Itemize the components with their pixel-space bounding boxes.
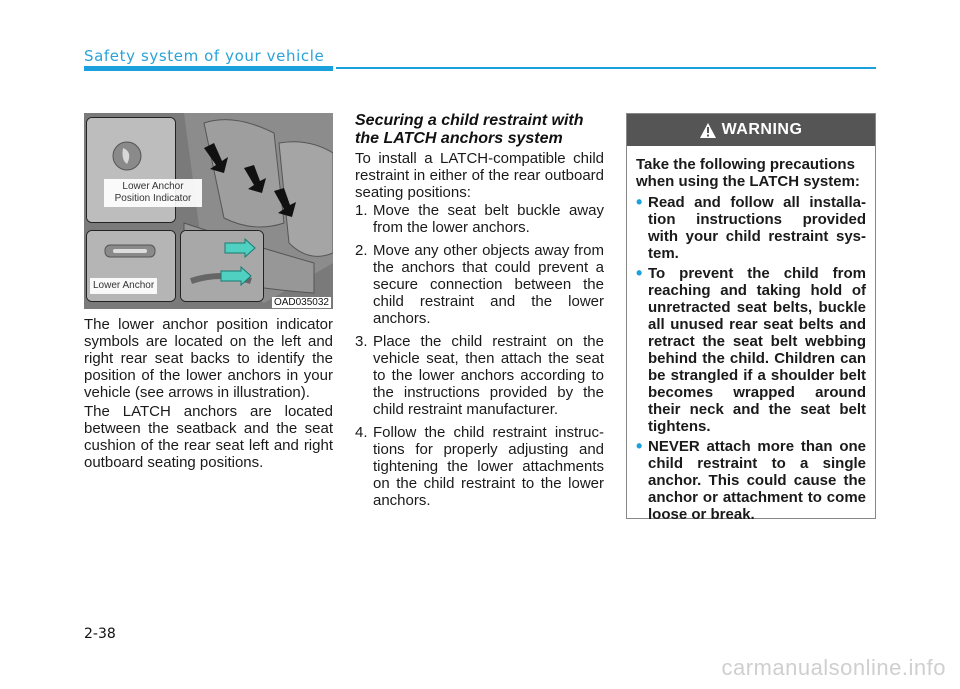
- warning-title: WARNING: [721, 121, 803, 138]
- step-item: 3. Place the child restraint on the vehicle seat, then attach the seat to the lower anchors according to the instructions provided by the child restraint manufacturer.: [355, 333, 604, 418]
- warning-header: [627, 114, 875, 146]
- warning-body: [627, 146, 875, 523]
- step-item: 4. Follow the child restraint instruc-tions for properly adjusting and tightening the lower attachments on the child restraint to the lower anchors.: [355, 424, 604, 509]
- warning-item: • To prevent the child from reaching and taking hold of unretracted seat belts, buckle all unused rear seat belts and retract the seat belt webbing behind the child. Children can be strangled if a shoulder belt becomes wrapped around their neck and the seat belt tightens.: [636, 263, 866, 435]
- install-steps: [355, 202, 604, 515]
- warning-triangle-icon: [700, 123, 716, 138]
- watermark: carmanualsonline.info: [721, 655, 946, 680]
- label-position-indicator: Lower Anchor Position Indicator: [104, 179, 202, 207]
- position-indicator-inset: [86, 117, 176, 223]
- install-intro: To install a LATCH-compatible child restraint in either of the rear outboard seating positions:: [355, 150, 604, 201]
- header-rule-thin: [336, 67, 876, 69]
- header-rule-thick: [84, 66, 333, 71]
- warning-box: [626, 113, 876, 523]
- step-item: 2. Move any other objects away from the anchors that could prevent a secure connection between the child restraint and the lower anchors.: [355, 242, 604, 327]
- seat-illustration: [84, 113, 333, 309]
- section-title: Safety system of your vehicle: [84, 47, 325, 65]
- anchor-bar-icon: [181, 231, 263, 301]
- warning-item: • NEVER attach more than one child restraint to a single anchor. This could cause the anchor or attachment to come loose or break.: [636, 436, 866, 523]
- step-item: 1. Move the seat belt buckle away from the lower anchors.: [355, 202, 604, 236]
- warning-intro: Take the following precautions when using the LATCH system:: [636, 156, 860, 190]
- bullet-icon: •: [636, 436, 643, 456]
- page-number: 2-38: [84, 626, 116, 642]
- bullet-icon: •: [636, 263, 643, 283]
- label-lower-anchor: Lower Anchor: [90, 278, 157, 294]
- warning-item: • Read and follow all installa-tion instructions provided with your child restraint sys-tem.: [636, 192, 866, 262]
- section-heading: Securing a child restraint with the LATCH anchors system: [355, 112, 584, 147]
- paragraph-indicator: The lower anchor position indicator symbols are located on the left and right rear seat backs to identify the position of the lower anchors in your vehicle (see arrows in illustration).: [84, 316, 333, 401]
- figure-code: OAD035032: [273, 297, 329, 308]
- warning-list: [636, 194, 866, 523]
- bullet-icon: •: [636, 192, 643, 212]
- paragraph-anchors-location: The LATCH anchors are located between the seatback and the seat cushion of the rear seat left and right outboard seating positions.: [84, 403, 333, 471]
- anchor-bar-inset: [180, 230, 264, 302]
